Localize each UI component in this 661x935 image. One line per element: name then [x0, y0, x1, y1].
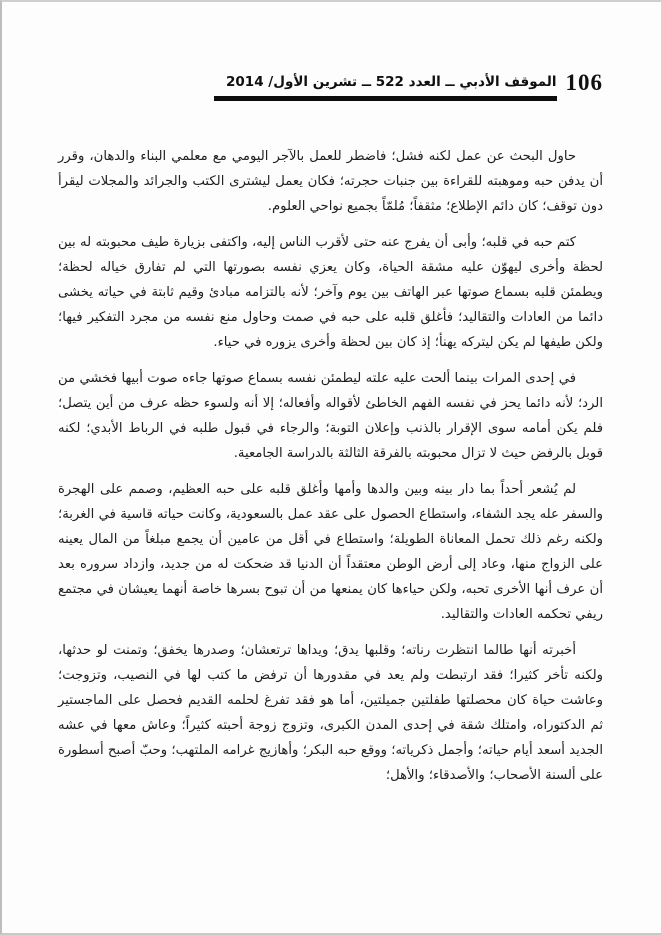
paragraph-5: أخبرته أنها طالما انتظرت رناته؛ وقلبها يدق؛ ويداها ترتعشان؛ وصدرها يخفق؛ وتمنت لو حدثها، ولكنه تأخر كثيرا؛ فقد ارتبطت ولم يعد في مقدورها أن ترفض ما كتب لها في النصيب، وتزوجت؛ وعاشت حياة كان محصلتها طفلتين جميلتين، أما هو فقد تفرغ لحلمه القديم فحصل على الماجستير ثم الدكتوراه، وامتلك شقة في إحدى المدن الكبرى، وتزوج زوجة أحبته كثيراً؛ وعاش معها في عشه الجديد أسعد أيام حياته؛ وأجمل ذكرياته؛ ووقع حبه البكر؛ وأهازيج غرامه الملتهب؛ وحبّ أصبح أسطورة على ألسنة الأصحاب؛ والأصدقاء؛ والأهل؛ — [58, 643, 603, 783]
page-number: 106 — [565, 70, 603, 95]
header-rule — [214, 96, 556, 101]
journal-header-block — [226, 72, 556, 101]
paragraph-3: في إحدى المرات بينما ألحت عليه علته ليطمئن نفسه بسماع صوتها جاءه صوت أبيها فخشي من الرد؛ لأنه دائما يحز في نفسه الفهم الخاطئ لأقواله وأفعاله؛ إلا أنه ولسوء حظه عرف من أين يتصل؛ فلم يكن أمامه سوى الإقرار بالذنب وإعلان التوبة؛ والرجاء في قبول طلبه في الرباط الأبدي؛ لكنه قوبل بالرفض حيث لا تزال محبوبته بالفرقة الثالثة بالدراسة الجامعية. — [58, 371, 603, 461]
journal-title: الموقف الأدبي ــ العدد 522 ــ تشرين الأول/ 2014 — [226, 74, 557, 90]
page-header — [226, 72, 603, 101]
paragraph-4: لم يُشعر أحداً بما دار بينه وبين والدها وأمها وأغلق قلبه على حبه العظيم، وصمم على الهجرة والسفر عله يجد الشفاء، واستطاع الحصول على عقد عمل بالسعودية، وكانت حياته قاسية في الغربة؛ ولكنه رغم ذلك تحمل المعاناة الطويلة؛ واستطاع في أقل من عامين أن يجمع مبلغاً من المال يعينه على الزواج منها، وعاد إلى أرض الوطن معتقداً أن الدنيا قد ضحكت له من جديد، وازداد سروره بعد أن عرف أنها الأخرى تحبه، ولكن حياءها كان يمنعها من أن تبوح بسرها خاصة أنهما يعيشان في مجتمع ريفي تحكمه العادات والتقاليد. — [58, 482, 603, 622]
article-body — [58, 144, 603, 799]
paragraph-1: حاول البحث عن عمل لكنه فشل؛ فاضطر للعمل بالآجر اليومي مع معلمي البناء والدهان، وقرر أن يدفن حبه وموهبته للقراءة بين جنبات حجرته؛ فكان يعمل ليشترى الكتب والجرائد والمجلات ليقرأ دون توقف؛ كان دائم الإطلاع؛ مثقفاً؛ مُلمّاً بجميع نواحي العلوم. — [58, 149, 603, 214]
paragraph-2: كتم حبه في قلبه؛ وأبى أن يفرج عنه حتى لأقرب الناس إليه، واكتفى بزيارة طيف محبوبته له بين لحظة وأخرى ليهوّن عليه مشقة الحياة، وكان يعزي نفسه بصورتها التي لم تفارق خياله لحظة؛ ويطمئن قلبه بسماع صوتها عبر الهاتف بين يوم وآخر؛ لأنه بالتزامه مبادئ وقيم ثابتة في حياته يخشى دائما من العادات والتقاليد؛ فأغلق قلبه على حبه في صمت وحاول منع نفسه من مجرد التفكير فيها؛ ولكن طيفها لم يكن ليتركه يهنأ؛ إذ كان بين لحظة وأخرى يزوره في حياء. — [58, 235, 603, 350]
